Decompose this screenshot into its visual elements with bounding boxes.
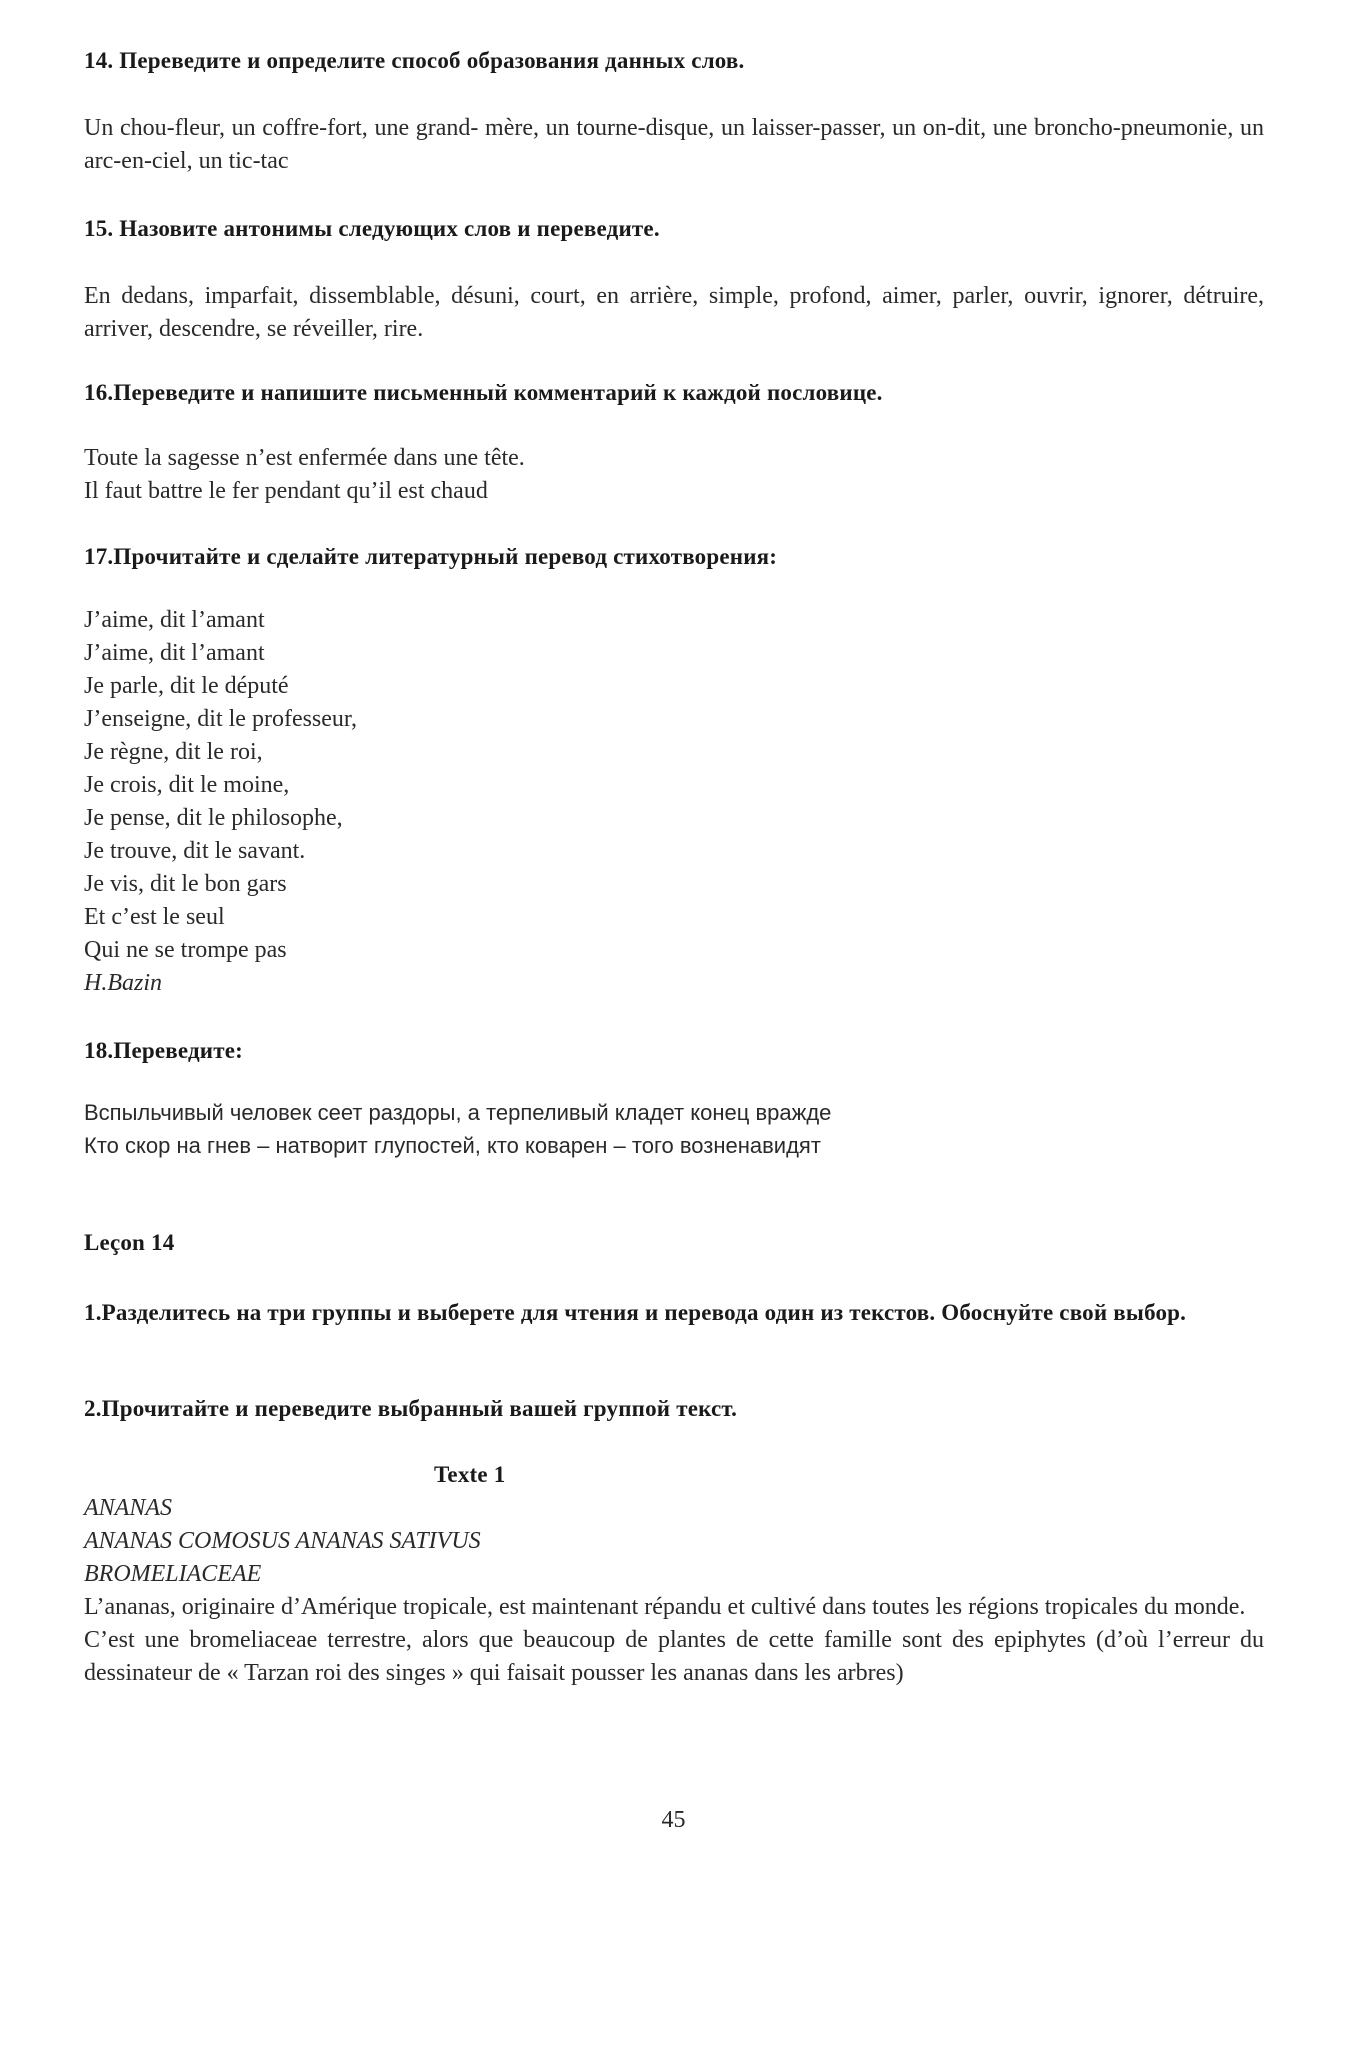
plant-name: ANANAS <box>84 1495 172 1521</box>
page-number: 45 <box>661 1807 686 1833</box>
plant-family: BROMELIACEAE <box>84 1561 262 1587</box>
exercise-15-heading: 15. Назовите антонимы следующих слов и переведите. <box>84 216 660 241</box>
russian-line: Кто скор на гнев – натворит глупостей, кто коварен – того возненавидят <box>84 1133 821 1158</box>
exercise-14-text: Un chou-fleur, un coffre-fort, une grand- mère, un tourne-disque, un laisser-passer, un on-dit, une broncho-pneumonie, un arc-en-ciel, un tic-tac <box>84 115 1264 174</box>
poem <box>84 604 1264 1000</box>
poem-line: Je règne, dit le roi, <box>84 739 263 765</box>
proverb-line: Il faut battre le fer pendant qu’il est chaud <box>84 478 488 504</box>
poem-line: Je pense, dit le philosophe, <box>84 805 343 831</box>
exercise-16-proverbs <box>84 442 1264 508</box>
exercise-18-heading: 18.Переведите: <box>84 1038 244 1063</box>
poem-author: H.Bazin <box>84 970 162 996</box>
lesson-task-1: 1.Разделитесь на три группы и выберете для чтения и перевода один из текстов. Обоснуйте свой выбор. <box>84 1300 1187 1325</box>
exercise-18-text <box>84 1096 1264 1162</box>
plant-latin-name: ANANAS COMOSUS ANANAS SATIVUS <box>84 1528 481 1554</box>
texte-1-paragraph: L’ananas, originaire d’Amérique tropicale, est maintenant répandu et cultivé dans toutes les régions tropicales du monde. <box>84 1594 1246 1620</box>
poem-line: J’aime, dit l’amant <box>84 607 265 633</box>
lesson-task-2: 2.Прочитайте и переведите выбранный вашей группой текст. <box>84 1396 738 1421</box>
poem-line: Je parle, dit le député <box>84 673 289 699</box>
poem-line: J’enseigne, dit le professeur, <box>84 706 357 732</box>
poem-line: Je vis, dit le bon gars <box>84 871 287 897</box>
russian-line: Вспыльчивый человек сеет раздоры, а терпеливый кладет конец вражде <box>84 1100 832 1125</box>
texte-1-title: Texte 1 <box>434 1462 506 1487</box>
exercise-14-heading: 14. Переведите и определите способ образования данных слов. <box>84 48 745 73</box>
lesson-title: Leçon 14 <box>84 1230 175 1255</box>
poem-line: Je crois, dit le moine, <box>84 772 290 798</box>
exercise-16-heading: 16.Переведите и напишите письменный комментарий к каждой пословице. <box>84 380 883 405</box>
poem-line: Je trouve, dit le savant. <box>84 838 306 864</box>
poem-line: Qui ne se trompe pas <box>84 937 287 963</box>
poem-line: J’aime, dit l’amant <box>84 640 265 666</box>
proverb-line: Toute la sagesse n’est enfermée dans une tête. <box>84 445 525 471</box>
texte-1-paragraph: C’est une bromeliaceae terrestre, alors que beaucoup de plantes de cette famille sont des epiphytes (d’où l’erreur du dessinateur de « Tarzan roi des singes » qui faisait pousser les ananas dans les arbres) <box>84 1627 1264 1686</box>
texte-1-body <box>84 1492 1264 1690</box>
exercise-17-heading: 17.Прочитайте и сделайте литературный перевод стихотворения: <box>84 544 778 569</box>
exercise-15-text: En dedans, imparfait, dissemblable, désuni, court, en arrière, simple, profond, aimer, parler, ouvrir, ignorer, détruire, arriver, descendre, se réveiller, rire. <box>84 283 1264 342</box>
poem-line: Et c’est le seul <box>84 904 225 930</box>
